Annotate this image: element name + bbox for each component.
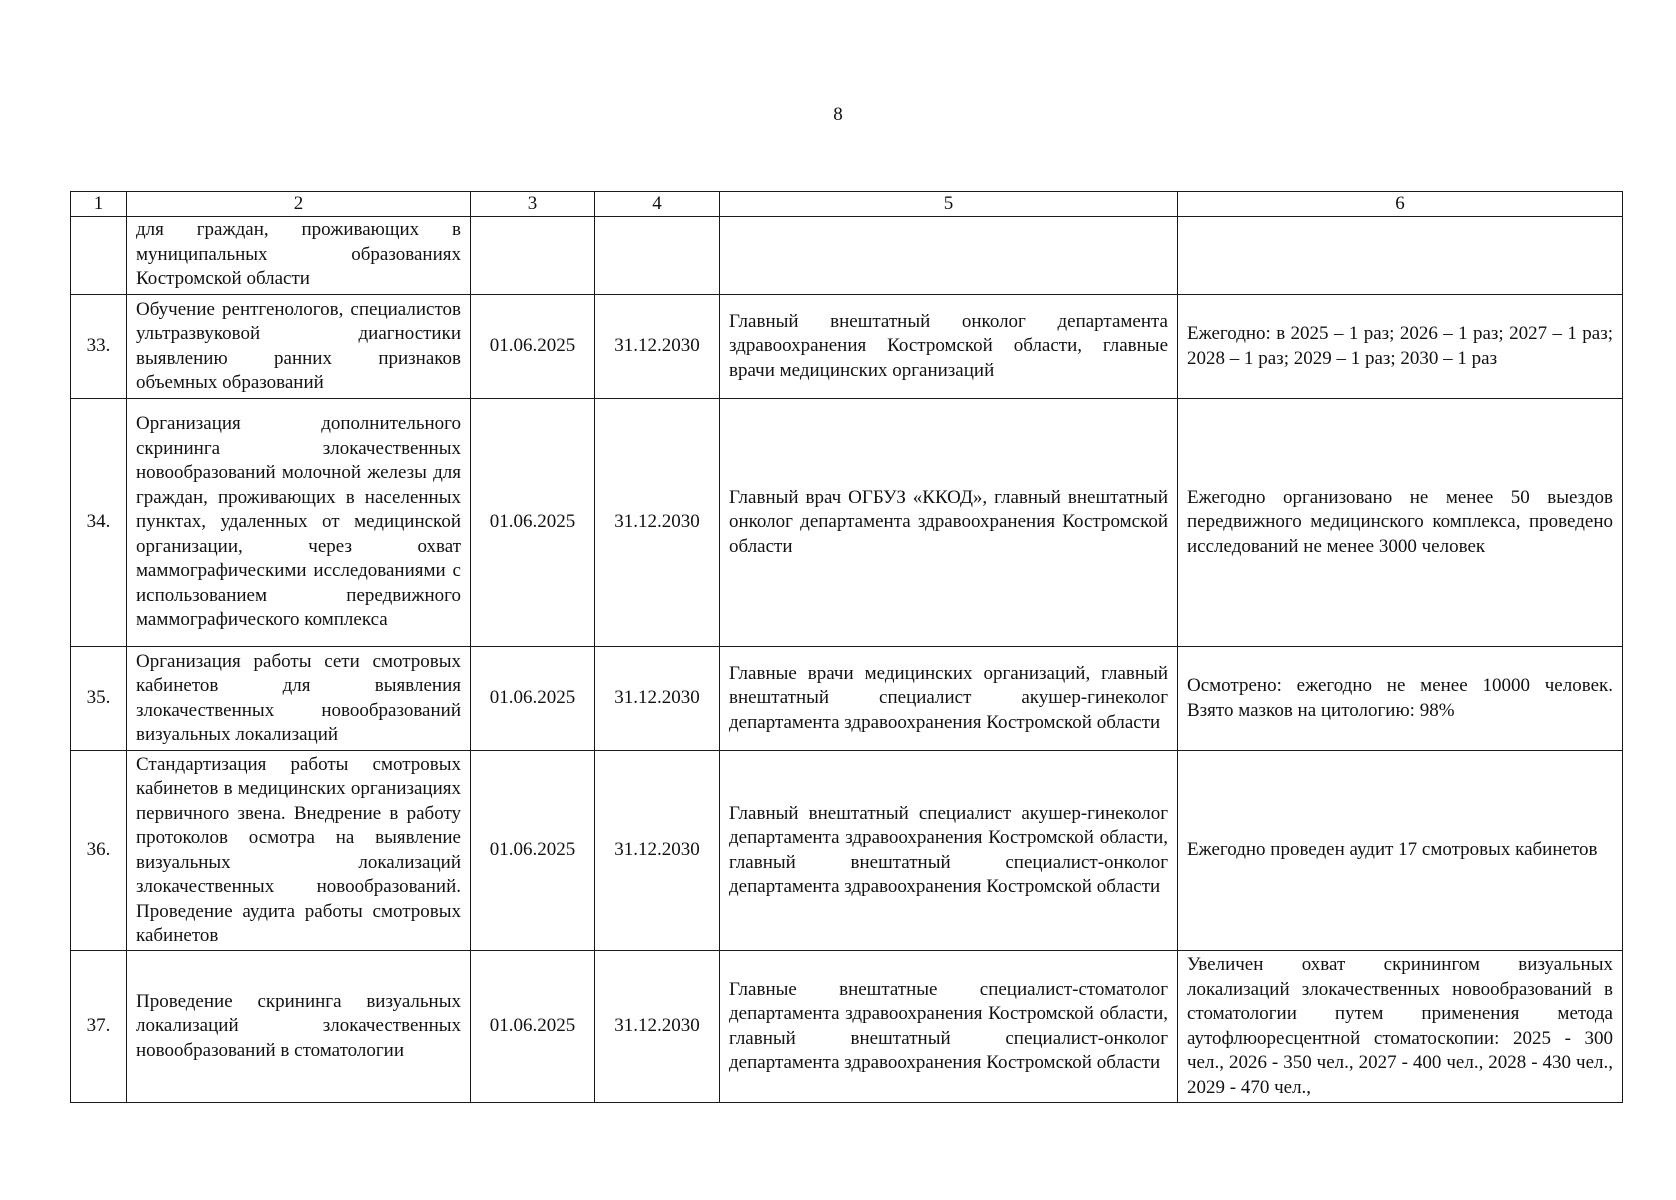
end-date-cell — [595, 217, 720, 295]
end-date-cell: 31.12.2030 — [595, 647, 720, 751]
row-number: 37. — [71, 951, 127, 1103]
activity-cell: Организация работы сети смотровых кабинетов для выявления злокачественных новообразований визуальных локализаций — [127, 647, 471, 751]
activities-table — [70, 191, 1623, 1103]
table-row — [71, 951, 1623, 1103]
responsible-cell: Главный врач ОГБУЗ «ККОД», главный внештатный онколог департамента здравоохранения Костромской области — [720, 399, 1178, 647]
end-date-cell: 31.12.2030 — [595, 951, 720, 1103]
result-cell: Ежегодно организовано не менее 50 выездов передвижного медицинского комплекса, проведено исследований не менее 3000 человек — [1178, 399, 1623, 647]
row-number: 33. — [71, 295, 127, 399]
column-header-4: 4 — [595, 192, 720, 217]
end-date-cell: 31.12.2030 — [595, 751, 720, 951]
responsible-cell: Главный внештатный онколог департамента здравоохранения Костромской области, главные врачи медицинских организаций — [720, 295, 1178, 399]
table-header-row — [71, 192, 1623, 217]
row-number: 35. — [71, 647, 127, 751]
table-row — [71, 217, 1623, 295]
start-date-cell: 01.06.2025 — [471, 951, 595, 1103]
responsible-cell — [720, 217, 1178, 295]
responsible-cell: Главный внештатный специалист акушер-гинеколог департамента здравоохранения Костромской области, главный внештатный специалист-онколог департамента здравоохранения Костромской области — [720, 751, 1178, 951]
column-header-3: 3 — [471, 192, 595, 217]
result-cell: Ежегодно проведен аудит 17 смотровых кабинетов — [1178, 751, 1623, 951]
result-cell: Увеличен охват скринингом визуальных локализаций злокачественных новообразований в стоматологии путем применения метода аутофлюоресцентной стоматоскопии: 2025 - 300 чел., 2026 - 350 чел., 2027 - 400 чел., 2028 - 430 чел., 2029 - 470 чел., — [1178, 951, 1623, 1103]
table-row — [71, 751, 1623, 951]
table-row — [71, 295, 1623, 399]
result-cell — [1178, 217, 1623, 295]
responsible-cell: Главные врачи медицинских организаций, главный внештатный специалист акушер-гинеколог департамента здравоохранения Костромской области — [720, 647, 1178, 751]
result-cell: Осмотрено: ежегодно не менее 10000 человек. Взято мазков на цитологию: 98% — [1178, 647, 1623, 751]
activity-cell: Проведение скрининга визуальных локализаций злокачественных новообразований в стоматологии — [127, 951, 471, 1103]
start-date-cell: 01.06.2025 — [471, 295, 595, 399]
start-date-cell: 01.06.2025 — [471, 647, 595, 751]
column-header-2: 2 — [127, 192, 471, 217]
end-date-cell: 31.12.2030 — [595, 295, 720, 399]
row-number — [71, 217, 127, 295]
column-header-5: 5 — [720, 192, 1178, 217]
row-number: 34. — [71, 399, 127, 647]
activity-cell: для граждан, проживающих в муниципальных образованиях Костромской области — [127, 217, 471, 295]
responsible-cell: Главные внештатные специалист-стоматолог департамента здравоохранения Костромской области, главный внештатный специалист-онколог департамента здравоохранения Костромской области — [720, 951, 1178, 1103]
activity-cell: Стандартизация работы смотровых кабинетов в медицинских организациях первичного звена. Внедрение в работу протоколов осмотра на выявление визуальных локализаций злокачественных новообразований. Проведение аудита работы смотровых кабинетов — [127, 751, 471, 951]
table-row — [71, 399, 1623, 647]
row-number: 36. — [71, 751, 127, 951]
end-date-cell: 31.12.2030 — [595, 399, 720, 647]
table-row — [71, 647, 1623, 751]
column-header-1: 1 — [71, 192, 127, 217]
page-number: 8 — [833, 104, 843, 125]
result-cell: Ежегодно: в 2025 – 1 раз; 2026 – 1 раз; 2027 – 1 раз; 2028 – 1 раз; 2029 – 1 раз; 2030 – 1 раз — [1178, 295, 1623, 399]
activity-cell: Организация дополнительного скрининга злокачественных новообразований молочной железы для граждан, проживающих в населенных пунктах, удаленных от медицинской организации, через охват маммографическими исследованиями с использованием передвижного маммографического комплекса — [127, 399, 471, 647]
start-date-cell: 01.06.2025 — [471, 751, 595, 951]
column-header-6: 6 — [1178, 192, 1623, 217]
activity-cell: Обучение рентгенологов, специалистов ультразвуковой диагностики выявлению ранних признаков объемных образований — [127, 295, 471, 399]
start-date-cell — [471, 217, 595, 295]
start-date-cell: 01.06.2025 — [471, 399, 595, 647]
